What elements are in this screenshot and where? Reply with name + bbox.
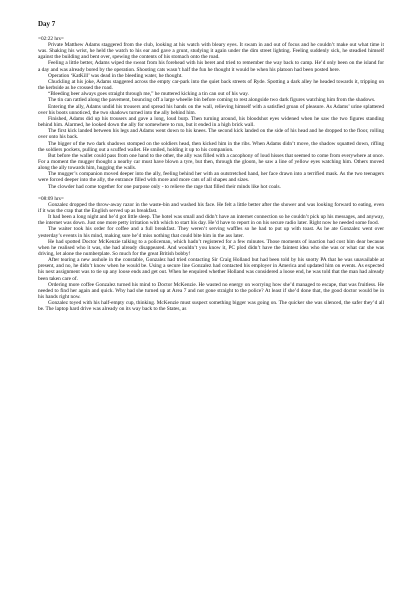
paragraph: The mugger’s companion moved deeper into the ally, feeling behind her with an outstretched hand, her face drawn into a terrified mask. As the two teenagers were forced deeper into the ally, the entrance filled with more and more cats of all shapes and sizes. bbox=[38, 171, 384, 184]
paragraph: Ordering more coffee Gonzalez turned his mind to Doctor McKenzie. He wasted no energy on worrying how she’d managed to escape, that was fruitless. He needed to find her again and quick. Why had she turned up at Area 7 and not gone straight to the police? At least if she’d done that, the good doctor would be in his hands right now. bbox=[38, 281, 384, 301]
chapter-title: Day 7 bbox=[38, 20, 56, 28]
paragraph: Private Matthew Adams staggered from the club, looking at his watch with bleary eyes. It swam in and out of focus and he couldn’t make out what time it was. Shaking his wrist, he held the watch to his ear and gave a grunt, studying it again under the dim street lighting. Feeling suddenly sick, he steadied himself against the building and bent over, spewing the contents of his stomach onto the road. bbox=[38, 42, 384, 61]
paragraph: “Bleeding beer always goes straight through me,” he muttered kicking a tin can out of his way. bbox=[48, 91, 249, 98]
paragraph: Chuckling at his joke, Adams staggered across the empty car-park into the quiet back streets of Ryde. Spotting a dark alley he headed towards it, tripping on the kerbside as he crossed the road. bbox=[38, 78, 384, 92]
paragraph: The waiter took his order for coffee and a full breakfast. They weren’t serving waffles so he had to put up with toast. As he ate Gonzalez went over yesterday’s events in his mind, making sure he’d miss nothing that could bite him in the ass later. bbox=[38, 226, 384, 239]
paragraph: Entering the ally, Adams undid his trousers and spread his hands on the wall, relieving himself with a satisfied groan of pleasure. As Adams’ urine splattered over his boots unnoticed, the two shadows turned into the ally behind him. bbox=[38, 103, 384, 116]
paragraph: Feeling a little better, Adams wiped the sweat from his forehead with his beret and tried to remember the way back to camp. He’d only been on the island for a day and was already bored by the operation. Shooting cats wasn’t half the fun he thought it would be when his platoon had been posted here. bbox=[38, 60, 384, 73]
paragraph: But before the wallet could pass from one hand to the other, the ally was filled with a cacophony of loud hisses that seemed to come from everywhere at once. For a moment the mugger thought a nearby car must have blown a tyre, but then, through the gloom, he saw a line of yellow eyes watching him. Others moved along the ally towards him, hugging the walls. bbox=[38, 152, 384, 172]
scene-2-timestamp: =08:09 hrs= bbox=[38, 195, 64, 202]
paragraph: The tin can rattled along the pavement, bouncing off a large wheelie bin before coming to rest alongside two dark figures watching him from the shadows. bbox=[48, 97, 376, 104]
paragraph: He had spotted Doctor McKenzie talking to a policeman, which hadn’t registered for a few minutes. Those moments of inaction had cost him dear because when he realised who it was, she had already disappeared. And wouldn’t you know it, PC plod didn’t have the faintest idea who she was or what car she was driving, let alone the numberplate. So much for the great British bobby! bbox=[38, 238, 384, 257]
paragraph: The first kick landed between his legs and Adams went down to his knees. The second kick landed on the side of his head and he dropped to the floor, rolling over onto his back. bbox=[38, 128, 384, 141]
paragraph: It had been a long night and he’d got little sleep. The hotel was small and didn’t have an internet connection so he couldn’t pick up his messages, and anyway, the internet was down. Just one more petty irritation with which to start his day. He’d have to report in on his secure radio later. Right now he needed some food. bbox=[38, 214, 384, 227]
paragraph: Gonzalez toyed with his half-empty cup, thinking. McKenzie must suspect something bigger was going on. The quicker she was silenced, the safer they’d all be. The laptop hard drive was already on its way back to the States, as bbox=[38, 300, 384, 313]
scene-1-timestamp: =02:22 hrs= bbox=[38, 36, 64, 42]
paragraph: The bigger of the two dark shadows stomped on the soldiers head, then kicked him in the ribs. When Adams didn’t move, the shadow squatted down, rifling the soldiers pockets, pulling out a scuffed wallet. He smiled, holding it up to his companion. bbox=[38, 140, 384, 153]
paragraph: After tearing a new asshole in the constable, Gonzalez had tried contacting Sir Craig Holland but had been told by his snotty PA that he was unavailable at present, and no, he didn’t know when he would be. Using a secure line Gonzalez had contacted his employer in America and updated him on events. As expected his next assignment was to tie up any loose ends and get out. When he enquired whether Holland was considered a loose end, he was told that the man had already been taken care of. bbox=[38, 257, 384, 282]
paragraph: Finished, Adams did up his trousers and gave a long, loud burp. Then turning around, his bloodshot eyes widened when he saw the two figures standing behind him. Alarmed, he looked down the ally for somewhere to run, but it ended in a high brick wall. bbox=[38, 115, 384, 129]
paragraph: Gonzalez dropped the throw-away razor in the waste-bin and washed his face. He felt a little better after the shower and was looking forward to eating, even if it was the crap that the English served up as breakfast. bbox=[38, 201, 384, 214]
paragraph: Operation ‘KatKill’ was dead in the bleeding water, he thought. bbox=[48, 72, 183, 79]
paragraph: The clowder had come together for one purpose only - to relieve the rage that filled their minds like hot coals. bbox=[48, 183, 281, 190]
